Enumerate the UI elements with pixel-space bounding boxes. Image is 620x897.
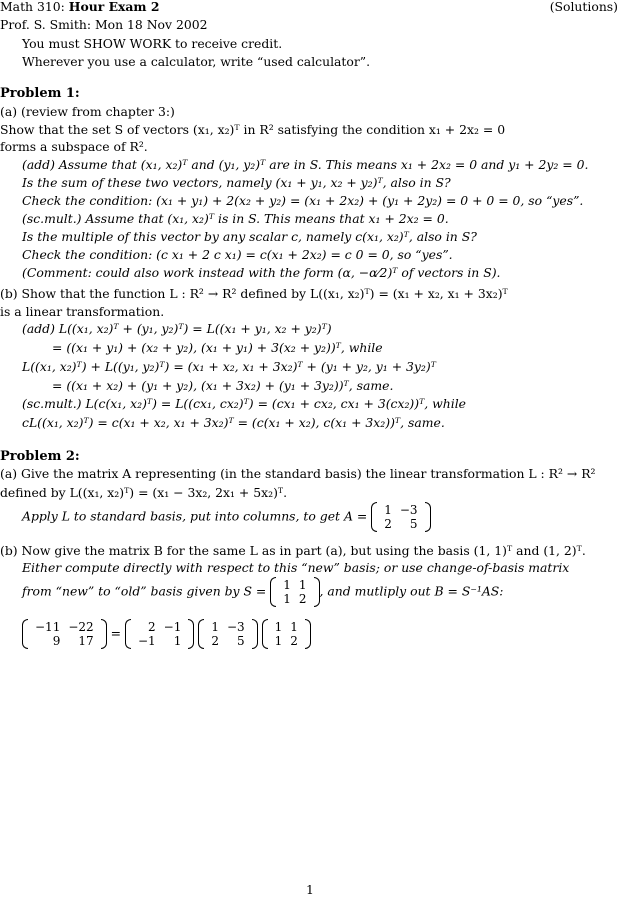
solutions-label: (Solutions) [549,0,618,14]
p1b-add-line3: L((x₁, x₂)ᵀ) + L((y₁, y₂)ᵀ) = (x₁ + x₂, x₁ + 3x₂)ᵀ + (y₁ + y₂, y₁ + 3y₂)ᵀ [22,359,436,374]
matrix-A-factor: 1 −3 2 5 [198,620,257,648]
p1a-add-assume: (add) Assume that (x₁, x₂)ᵀ and (y₁, y₂)ᵀ are in S. This means x₁ + 2x₂ = 0 and y₁ + 2y₂ = 0. [22,157,589,172]
prof-date: Prof. S. Smith: Mon 18 Nov 2002 [0,17,208,32]
p1b-scmult-line1: (sc.mult.) L(c(x₁, x₂)ᵀ) = L((cx₁, cx₂)ᵀ) = (cx₁ + cx₂, cx₁ + 3(cx₂))ᵀ, while [22,396,467,411]
p2a-solution-text: Apply L to standard basis, put into columns, to get A = [22,508,368,524]
course-label: Math 310: [0,0,65,14]
p1a-scmult-question: Is the multiple of this vector by any scalar c, namely c(x₁, x₂)ᵀ, also in S? [22,229,477,244]
p2a-question-line2: defined by L((x₁, x₂)ᵀ) = (x₁ − 3x₂, 2x₁ + 5x₂)ᵀ. [0,485,288,500]
matrix-S-factor: 1 1 1 2 [262,620,311,648]
p1b-add-line1: (add) L((x₁, x₂)ᵀ + (y₁, y₂)ᵀ) = L((x₁ + y₁, x₂ + y₂)ᵀ) [22,321,332,336]
p2b-multiply-text: , and mutliply out B = S⁻¹AS: [319,583,504,599]
problem-1-title: Problem 1: [0,86,80,101]
p2b-question-line1: (b) Now give the matrix B for the same L as in part (a), but using the basis (1, 1)ᵀ and (1, 2)ᵀ. [0,543,586,558]
exam-title: Hour Exam 2 [68,0,160,14]
p2b-change-of-basis [22,578,503,606]
instruction-show-work: You must SHOW WORK to receive credit. [22,36,283,51]
matrix-S-inverse: 2 −1 −1 1 [125,620,194,648]
matrix-A: 1 −3 2 5 [371,503,430,531]
problem-2-title: Problem 2: [0,449,80,464]
p2a-solution [22,503,431,531]
p1a-question-line1: Show that the set S of vectors (x₁, x₂)ᵀ in R² satisfying the condition x₁ + 2x₂ = 0 [0,122,506,137]
p1a-scmult-check: Check the condition: (c x₁ + 2 c x₁) = c(x₁ + 2x₂) = c 0 = 0, so “yes”. [22,247,453,262]
p2b-method: Either compute directly with respect to this “new” basis; or use change-of-basis matrix [22,560,570,575]
p1a-comment: (Comment: could also work instead with the form (α, −α⁄2)ᵀ of vectors in S). [22,265,501,280]
p1b-add-line4: = ((x₁ + x₂) + (y₁ + y₂), (x₁ + 3x₂) + (y₁ + 3y₂))ᵀ, same. [52,378,394,393]
matrix-S: 1 1 1 2 [270,578,319,606]
p2a-question-line1: (a) Give the matrix A representing (in the standard basis) the linear transformation L : R² → R² [0,466,596,481]
p1b-scmult-line2: cL((x₁, x₂)ᵀ) = c(x₁ + x₂, x₁ + 3x₂)ᵀ = (c(x₁ + x₂), c(x₁ + 3x₂))ᵀ, same. [22,415,445,430]
exam-header [0,1,159,13]
equals-sign: = [110,625,121,641]
p2b-s-text: from “new” to “old” basis given by S = [22,583,267,599]
p1b-question-line2: is a linear transformation. [0,304,165,319]
p1a-heading: (a) (review from chapter 3:) [0,104,175,119]
p1a-question-line2: forms a subspace of R². [0,139,148,154]
p2b-result-equation [22,620,311,648]
p1a-scmult-assume: (sc.mult.) Assume that (x₁, x₂)ᵀ is in S. This means that x₁ + 2x₂ = 0. [22,211,449,226]
p1b-add-line2: = ((x₁ + y₁) + (x₂ + y₂), (x₁ + y₁) + 3(x₂ + y₂))ᵀ, while [52,340,383,355]
matrix-B: −11 −22 9 17 [22,620,107,648]
page-number: 1 [306,882,314,897]
p1b-question-line1: (b) Show that the function L : R² → R² defined by L((x₁, x₂)ᵀ) = (x₁ + x₂, x₁ + 3x₂)ᵀ [0,286,508,301]
p1a-add-question: Is the sum of these two vectors, namely (x₁ + y₁, x₂ + y₂)ᵀ, also in S? [22,175,451,190]
instruction-calculator: Wherever you use a calculator, write “used calculator”. [22,54,371,69]
p1a-add-check: Check the condition: (x₁ + y₁) + 2(x₂ + y₂) = (x₁ + 2x₂) + (y₁ + 2y₂) = 0 + 0 = 0, so “yes”. [22,193,584,208]
